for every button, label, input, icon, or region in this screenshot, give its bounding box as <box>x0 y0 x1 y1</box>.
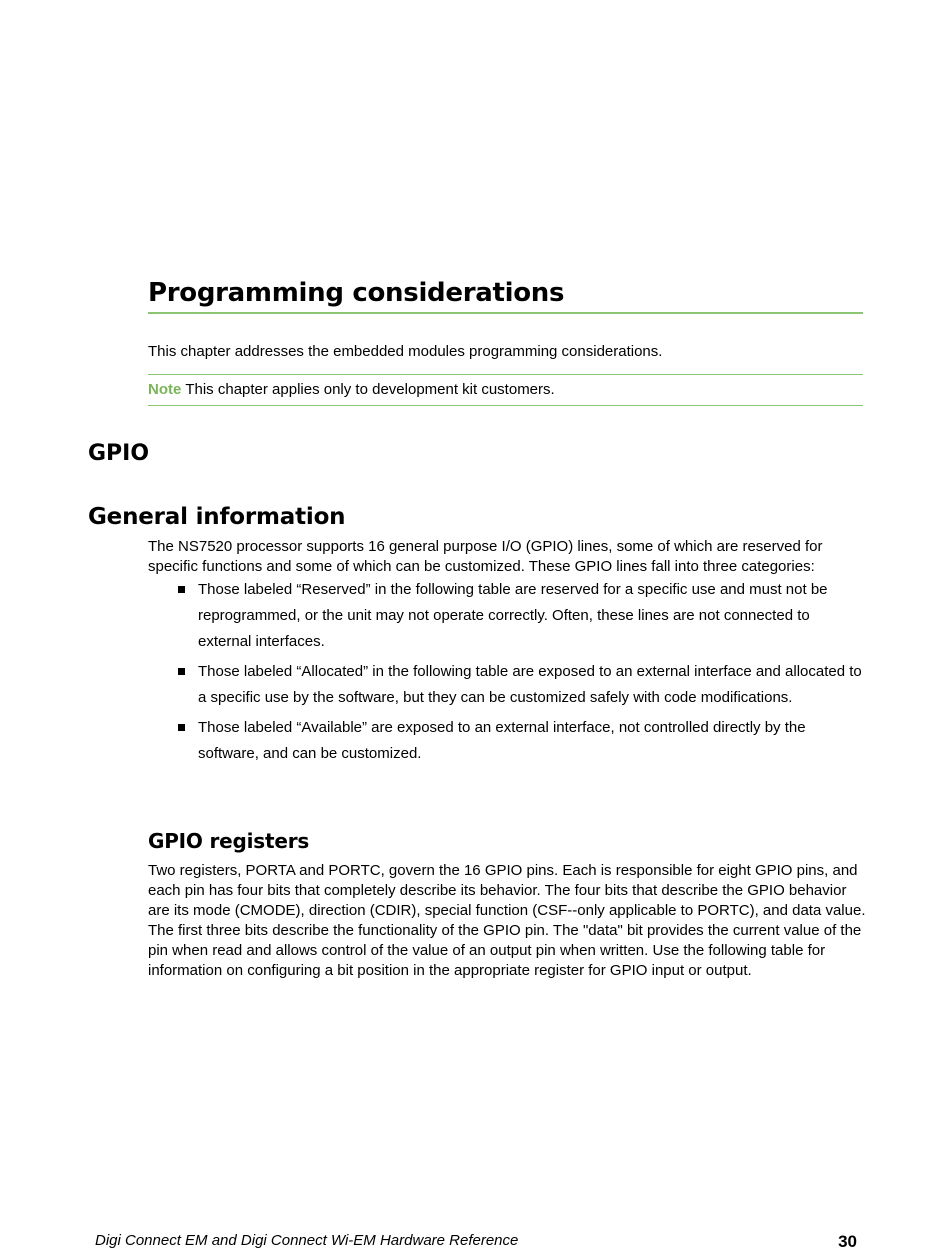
note-text: This chapter applies only to development kit customers. <box>185 381 555 398</box>
general-information-text: The NS7520 processor supports 16 general purpose I/O (GPIO) lines, some of which are reserved for specific functions and some of which can be customized. These GPIO lines fall into three categories: <box>148 538 823 575</box>
list-item-text: Those labeled “Reserved” in the following table are reserved for a specific use and must not be reprogrammed, or the unit may not operate correctly. Often, these lines are not connected to external interfaces. <box>198 581 828 650</box>
note-box <box>148 374 863 406</box>
chapter-intro: This chapter addresses the embedded modules programming considerations. <box>148 343 663 360</box>
square-bullet-icon <box>178 668 185 675</box>
gpio-category-list <box>176 577 866 771</box>
list-item-text: Those labeled “Allocated” in the following table are exposed to an external interface and allocated to a specific use by the software, but they can be customized safely with code modifications. <box>198 663 862 706</box>
list-item-text: Those labeled “Available” are exposed to an external interface, not controlled directly by the software, and can be customized. <box>198 719 806 762</box>
gpio-registers-heading: GPIO registers <box>148 829 310 853</box>
general-information-heading: General information <box>88 504 346 530</box>
square-bullet-icon <box>178 586 185 593</box>
gpio-registers-text: Two registers, PORTA and PORTC, govern the 16 GPIO pins. Each is responsible for eight GPIO pins, and each pin has four bits that completely describe its behavior. The four bits that describe the GPIO behavior are its mode (CMODE), direction (CDIR), special function (CSF--only applicable to PORTC), and data value. The first three bits describe the functionality of the GPIO pin. The "data" bit provides the current value of the pin when read and allows control of the value of an output pin when written. Use the following table for information on configuring a bit position in the appropriate register for GPIO input or output. <box>148 862 866 979</box>
square-bullet-icon <box>178 724 185 731</box>
chapter-title: Programming considerations <box>148 276 863 314</box>
note-label: Note <box>148 381 182 398</box>
page-number: 30 <box>838 1232 857 1251</box>
list-item <box>176 715 866 767</box>
list-item <box>176 659 866 711</box>
gpio-heading: GPIO <box>88 441 150 466</box>
footer-document-title: Digi Connect EM and Digi Connect Wi-EM Hardware Reference <box>95 1232 519 1249</box>
list-item <box>176 577 866 655</box>
